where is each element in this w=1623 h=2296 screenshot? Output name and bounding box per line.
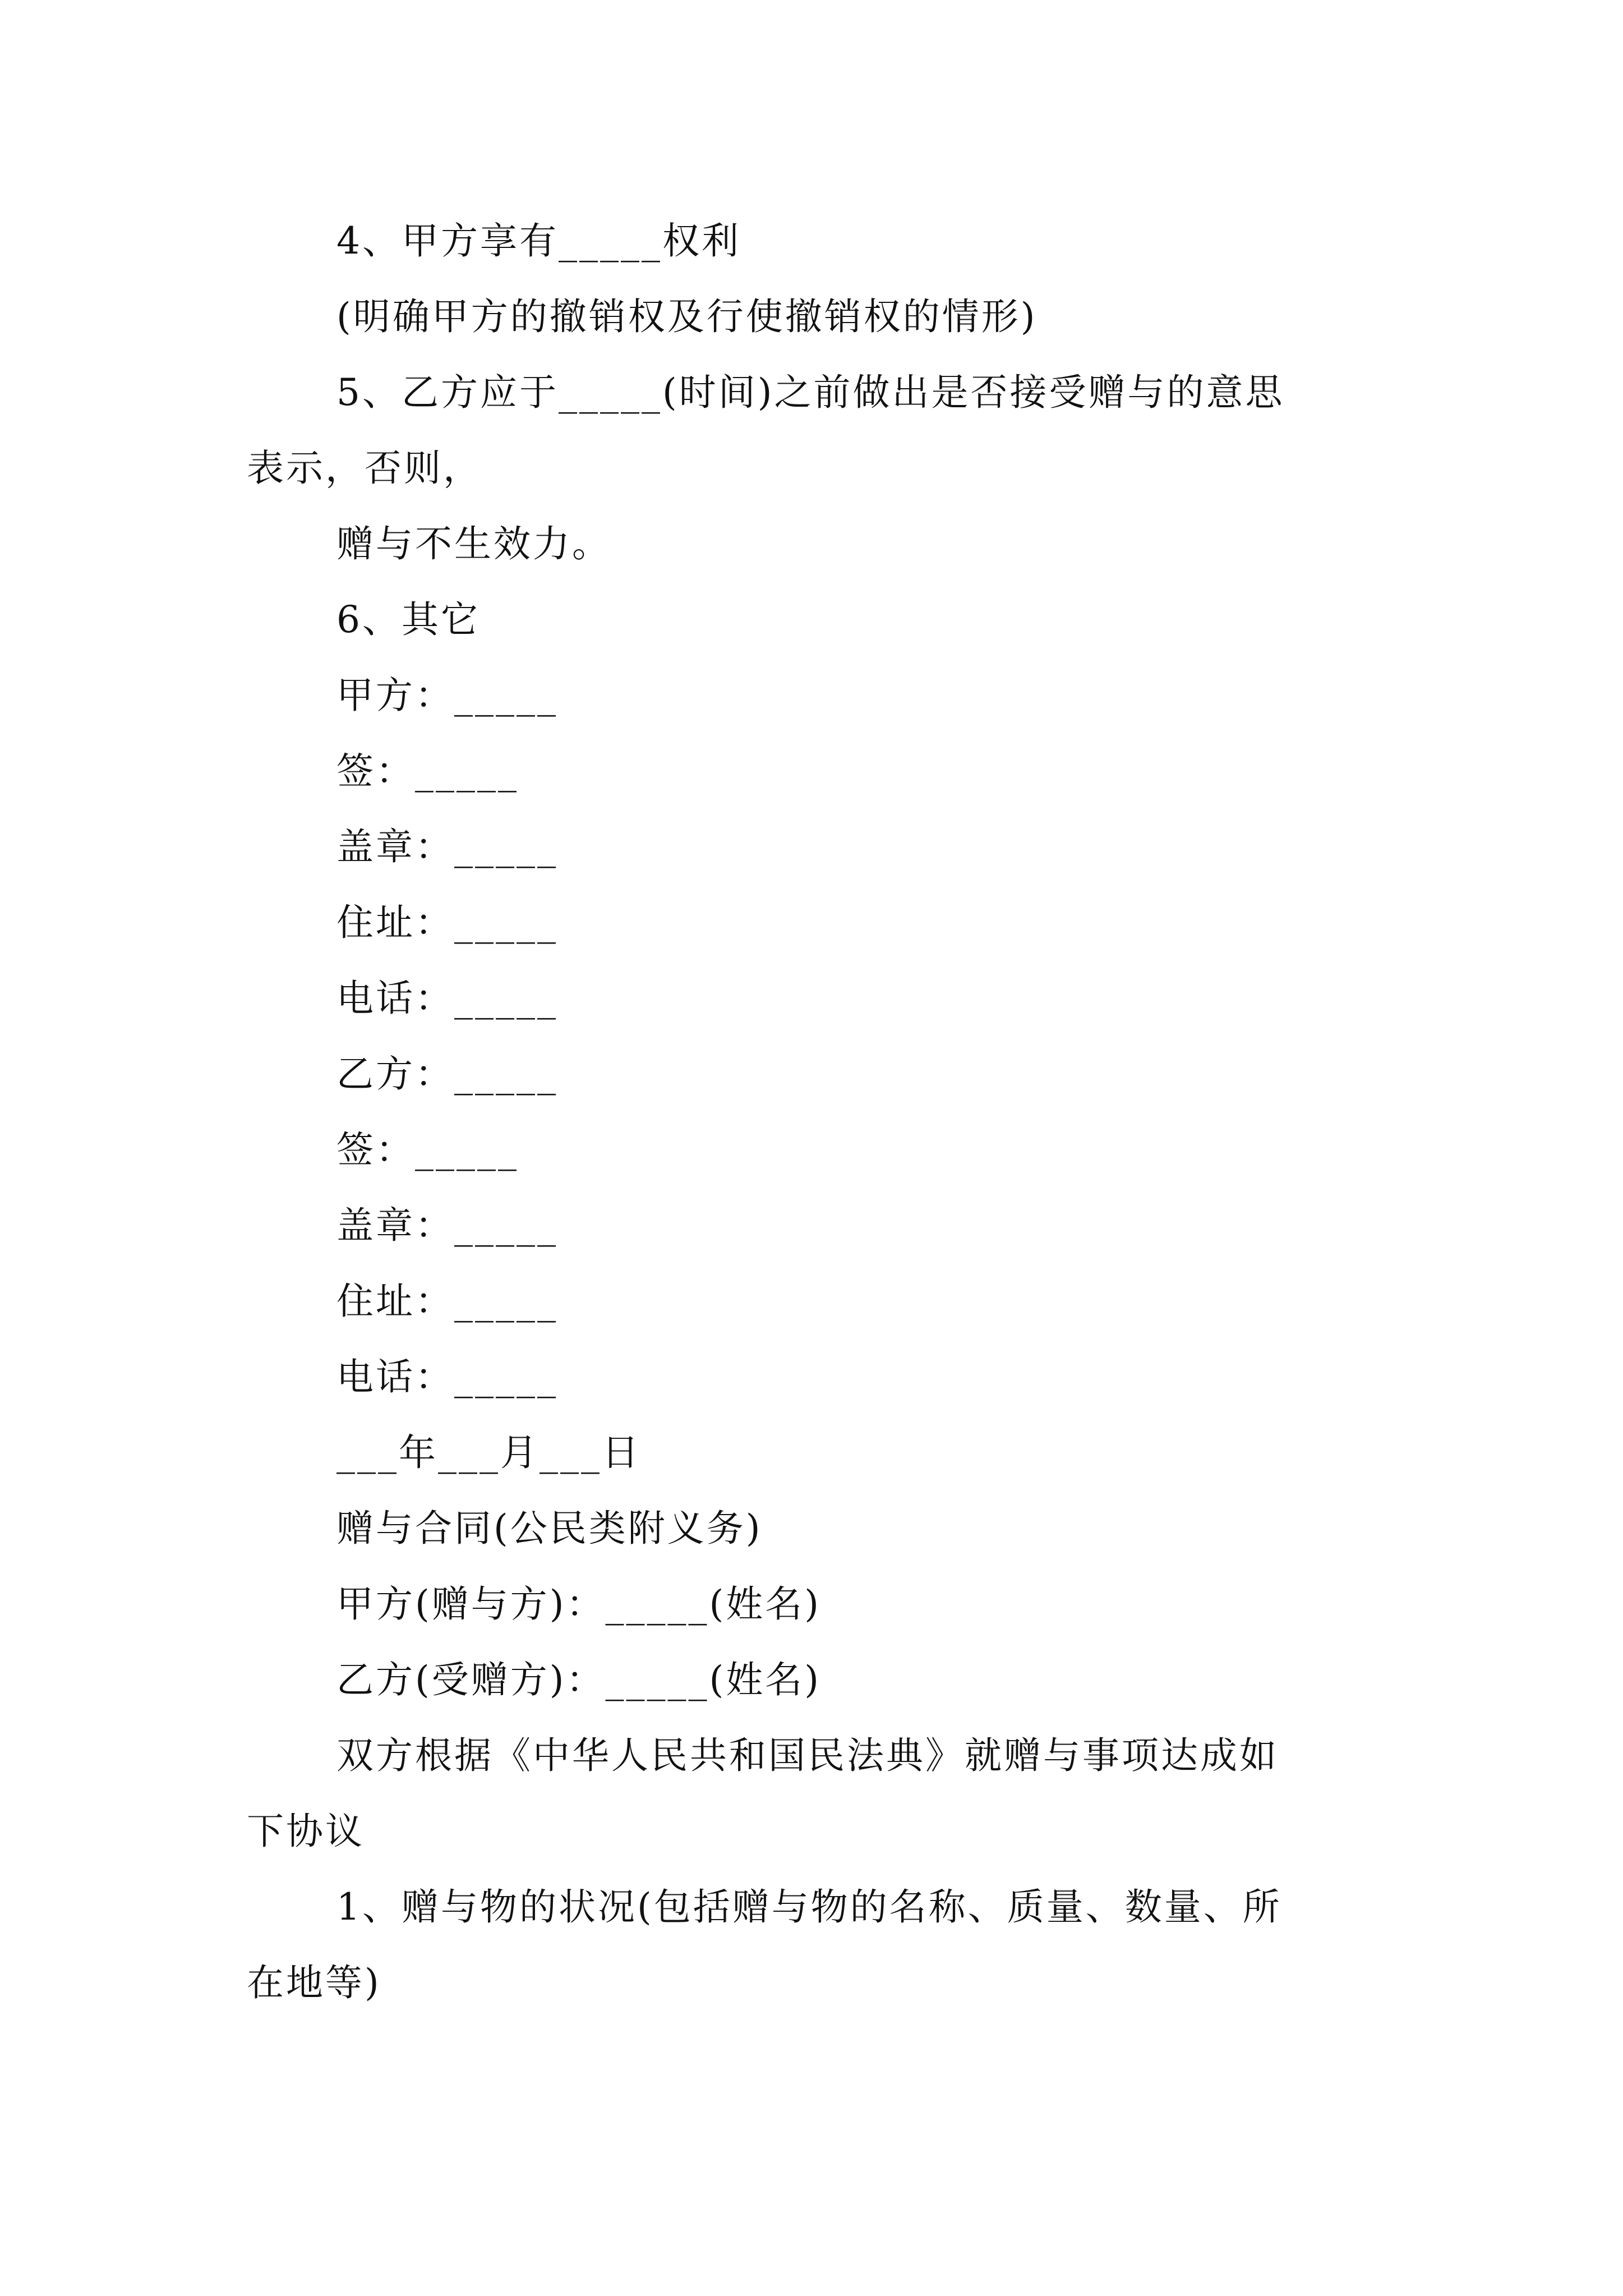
party-a-field: 甲方：_____ xyxy=(336,674,558,717)
party-b-signature-field: 签：_____ xyxy=(336,1128,519,1171)
clause-4-rights: 4、甲方享有_____权利 xyxy=(336,219,741,263)
party-a-phone-field: 电话：_____ xyxy=(336,977,558,1020)
contract-title: 赠与合同(公民类附义务) xyxy=(336,1507,763,1550)
clause-1-gift-status: 1、赠与物的状况(包括赠与物的名称、质量、数量、所 xyxy=(336,1885,1282,1929)
party-a-seal-field: 盖章：_____ xyxy=(336,825,558,868)
clause-1-continued: 在地等) xyxy=(247,1961,381,2004)
clause-5-ending: 赠与不生效力。 xyxy=(336,522,611,565)
clause-4-note: (明确甲方的撤销权及行使撤销权的情形) xyxy=(336,295,1038,338)
clause-5-continued: 表示，否则， xyxy=(247,447,482,490)
party-a-address-field: 住址：_____ xyxy=(336,901,558,944)
party-b-field: 乙方：_____ xyxy=(336,1052,558,1096)
donee-name-field: 乙方(受赠方)：_____(姓名) xyxy=(336,1658,821,1701)
party-b-phone-field: 电话：_____ xyxy=(336,1355,558,1398)
party-b-seal-field: 盖章：_____ xyxy=(336,1204,558,1247)
donor-name-field: 甲方(赠与方)：_____(姓名) xyxy=(336,1582,821,1626)
agreement-preamble-continued: 下协议 xyxy=(247,1810,365,1853)
date-line: ___年___月___日 xyxy=(336,1431,641,1474)
party-a-signature-field: 签：_____ xyxy=(336,749,519,793)
clause-5-text: 5、乙方应于_____(时间)之前做出是否接受赠与的意思 xyxy=(336,371,1285,414)
party-b-address-field: 住址：_____ xyxy=(336,1280,558,1323)
agreement-preamble: 双方根据《中华人民共和国民法典》就赠与事项达成如 xyxy=(336,1734,1279,1777)
clause-6-other: 6、其它 xyxy=(336,598,480,641)
